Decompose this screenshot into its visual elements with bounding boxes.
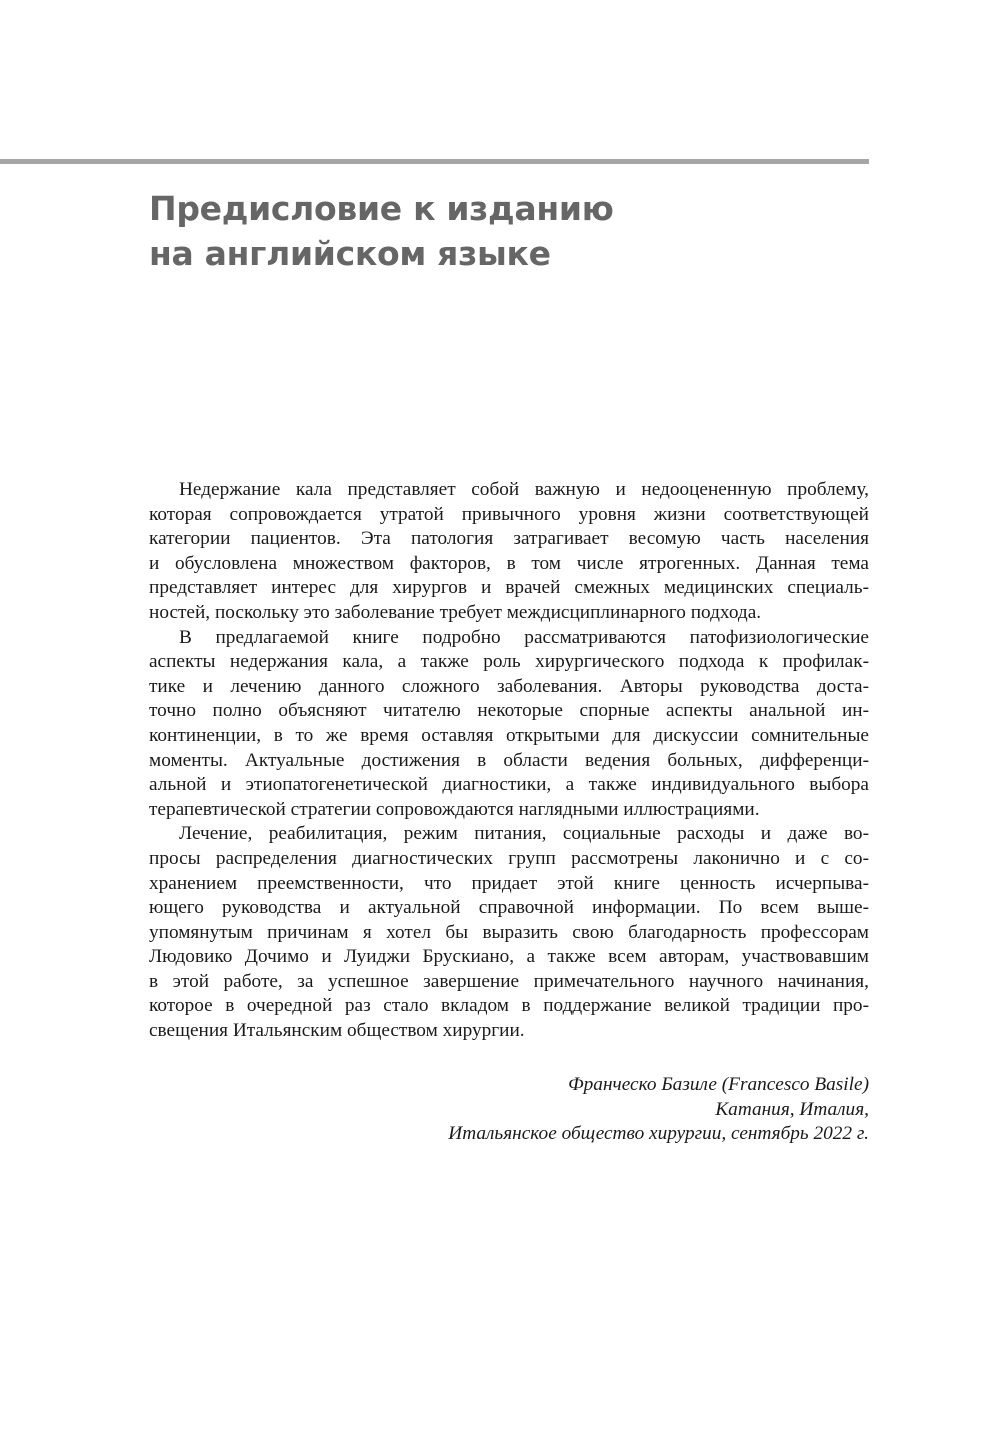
paragraph-3 — [149, 822, 869, 1043]
signature-name: Франческо Базиле (Francesco Basile) — [568, 1074, 869, 1095]
text-line: хранением преемственности, что придает этой книге ценность исчерпыва- — [149, 872, 869, 894]
page-title-line-1: Предисловие к изданию — [149, 189, 614, 228]
text-line: ющего руководства и актуальной справочной информации. По всем выше- — [149, 897, 869, 919]
body-text — [149, 478, 869, 1044]
text-line: в этой работе, за успешное завершение примечательного научного начинания, — [149, 970, 869, 992]
text-line: Лечение, реабилитация, режим питания, социальные расходы и даже во- — [179, 823, 869, 845]
page-title-line-2: на английском языке — [149, 234, 551, 273]
page-title — [149, 186, 869, 276]
text-line: которая сопровождается утратой привычного уровня жизни соответствующей — [149, 503, 869, 525]
text-line: свещения Итальянским обществом хирургии. — [149, 1020, 525, 1042]
text-line: точно полно объясняют читателю некоторые спорные аспекты анальной ин- — [149, 700, 869, 722]
signature-place: Катания, Италия, — [715, 1098, 869, 1120]
text-line: ностей, поскольку это заболевание требует междисциплинарного подхода. — [149, 601, 762, 623]
signature-affiliation: Итальянское общество хирургии, сентябрь 2022 г. — [448, 1123, 869, 1145]
text-line: тике и лечению данного сложного заболевания. Авторы руководства доста- — [149, 675, 869, 697]
text-line: альной и этиопатогенетической диагностики, а также индивидуального выбора — [149, 774, 869, 796]
text-line: представляет интерес для хирургов и врачей смежных медицинских специаль- — [149, 577, 869, 599]
signature-block — [149, 1073, 869, 1147]
text-line: моменты. Актуальные достижения в области ведения больных, дифференци- — [149, 749, 869, 771]
text-line: и обусловлена множеством факторов, в том числе ятрогенных. Данная тема — [149, 552, 869, 574]
header-rule — [0, 159, 869, 164]
text-line: упомянутым причинам я хотел бы выразить свою благодарность профессорам — [149, 921, 869, 943]
paragraph-2 — [149, 626, 869, 823]
text-line: Недержание кала представляет собой важную и недооцененную проблему, — [179, 479, 869, 500]
text-line: континенции, в то же время оставляя открытыми для дискуссии сомнительные — [149, 724, 869, 746]
text-line: Людовико Дочимо и Луиджи Брускиано, а также всем авторам, участвовавшим — [149, 946, 869, 968]
paragraph-1 — [149, 478, 869, 626]
text-line: аспекты недержания кала, а также роль хирургического подхода к профилак- — [149, 651, 869, 673]
text-line: терапевтической стратегии сопровождаются наглядными иллюстрациями. — [149, 798, 760, 820]
text-line: В предлагаемой книге подробно рассматриваются патофизиологические — [179, 626, 869, 648]
text-line: категории пациентов. Эта патология затрагивает весомую часть населения — [149, 528, 869, 550]
text-line: которое в очередной раз стало вкладом в поддержание великой традиции про- — [149, 995, 869, 1017]
text-line: просы распределения диагностических групп рассмотрены лаконично и с со- — [149, 847, 869, 869]
